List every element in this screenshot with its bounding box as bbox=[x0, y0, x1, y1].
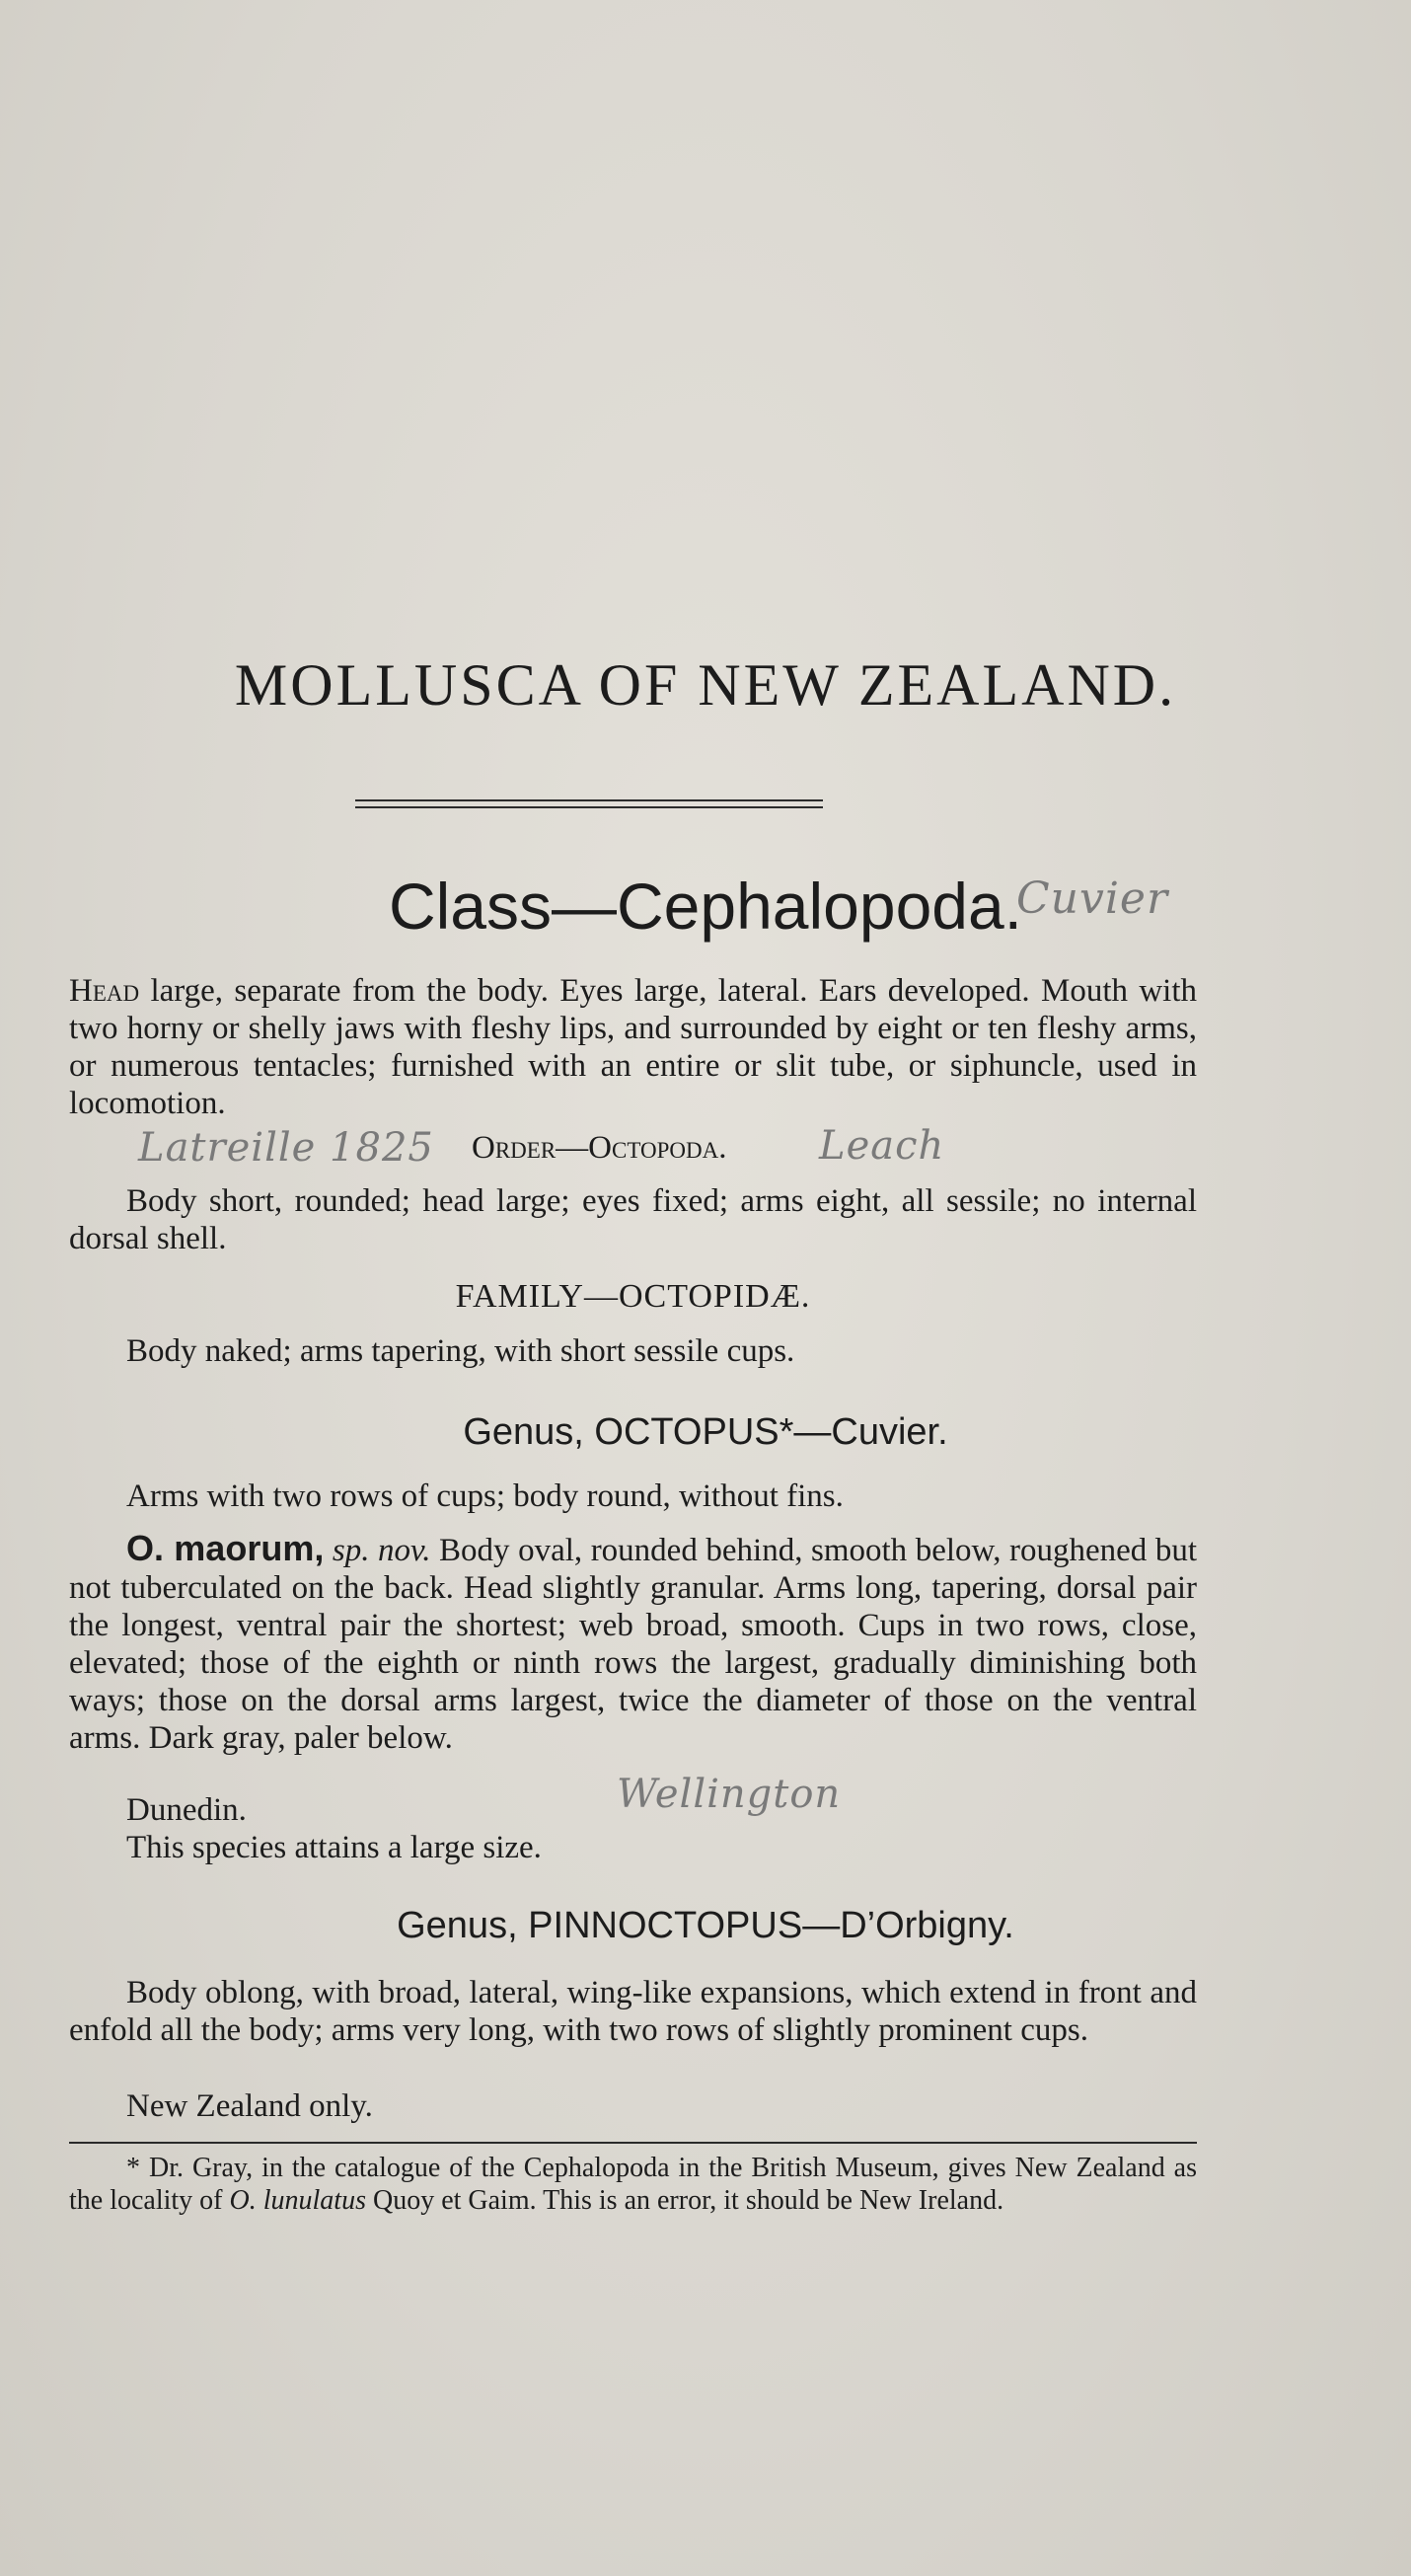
page-title: MOLLUSCA OF NEW ZEALAND. bbox=[234, 652, 1177, 718]
species-entry bbox=[69, 1530, 1197, 1757]
genus-pinnoctopus-locality: New Zealand only. bbox=[126, 2088, 373, 2124]
footnote-suffix: Quoy et Gaim. This is an error, it should be New Ireland. bbox=[372, 2185, 1004, 2216]
family-heading: FAMILY—OCTOPIDÆ. bbox=[455, 1278, 811, 1315]
footnote-prefix: * Dr. Gray, in the catalogue of the Cephalopoda in the British Museum, gives New Zealand as the locality of bbox=[69, 2153, 1197, 2216]
handwritten-order-right: Leach bbox=[819, 1123, 945, 1169]
species-description: Body oval, rounded behind, smooth below, roughened but not tuberculated on the back. Head slightly granular. Arms long, tapering, dorsal pair the longest, ventral pair the shortest; web broad, smooth. Cups in two rows, close, elevated; those of the eighth or ninth rows the largest, gradually diminishing both ways; those on the dorsal arms largest, twice the diameter of those on the ventral arms. Dark gray, paler below. bbox=[69, 1533, 1198, 1756]
order-heading: Order—Octopoda. bbox=[472, 1130, 727, 1166]
class-description-text: large, separate from the body. Eyes large, lateral. Ears developed. Mouth with two horny or shelly jaws with fleshy lips, and surrounded by eight or ten fleshy arms, or numerous tentacles; furnished with an entire or slit tube, or siphuncle, used in locomotion. bbox=[69, 973, 1197, 1121]
species-size-note: This species attains a large size. bbox=[126, 1830, 542, 1865]
handwritten-class-author: Cuvier bbox=[1016, 873, 1169, 924]
class-description-lead: Head bbox=[69, 973, 140, 1009]
species-name: O. maorum, bbox=[126, 1528, 325, 1568]
handwritten-locality-note: Wellington bbox=[617, 1772, 842, 1817]
genus-pinnoctopus-heading: Genus, PINNOCTOPUS—D’Orbigny. bbox=[397, 1905, 1014, 1946]
species-note: sp. nov. bbox=[332, 1533, 431, 1568]
family-description: Body naked; arms tapering, with short sessile cups. bbox=[126, 1333, 795, 1369]
genus-octopus-heading: Genus, OCTOPUS*—Cuvier. bbox=[463, 1411, 948, 1453]
title-divider bbox=[355, 799, 823, 808]
genus-octopus-description: Arms with two rows of cups; body round, without fins. bbox=[126, 1478, 844, 1514]
class-heading-text: Class—Cephalopoda. bbox=[388, 870, 1023, 943]
order-description: Body short, rounded; head large; eyes fixed; arms eight, all sessile; no internal dorsal shell. bbox=[69, 1183, 1197, 1256]
footnote-divider bbox=[69, 2142, 1197, 2144]
class-description bbox=[69, 972, 1197, 1122]
class-heading bbox=[0, 869, 1411, 944]
genus-pinnoctopus-description: Body oblong, with broad, lateral, wing-like expansions, which extend in front and enfold all the body; arms very long, with two rows of slightly prominent cups. bbox=[69, 1975, 1197, 2048]
species-locality: Dunedin. bbox=[126, 1792, 247, 1828]
footnote bbox=[69, 2152, 1197, 2217]
footnote-species: O. lunulatus bbox=[229, 2185, 366, 2216]
handwritten-order-left: Latreille 1825 bbox=[138, 1125, 434, 1171]
